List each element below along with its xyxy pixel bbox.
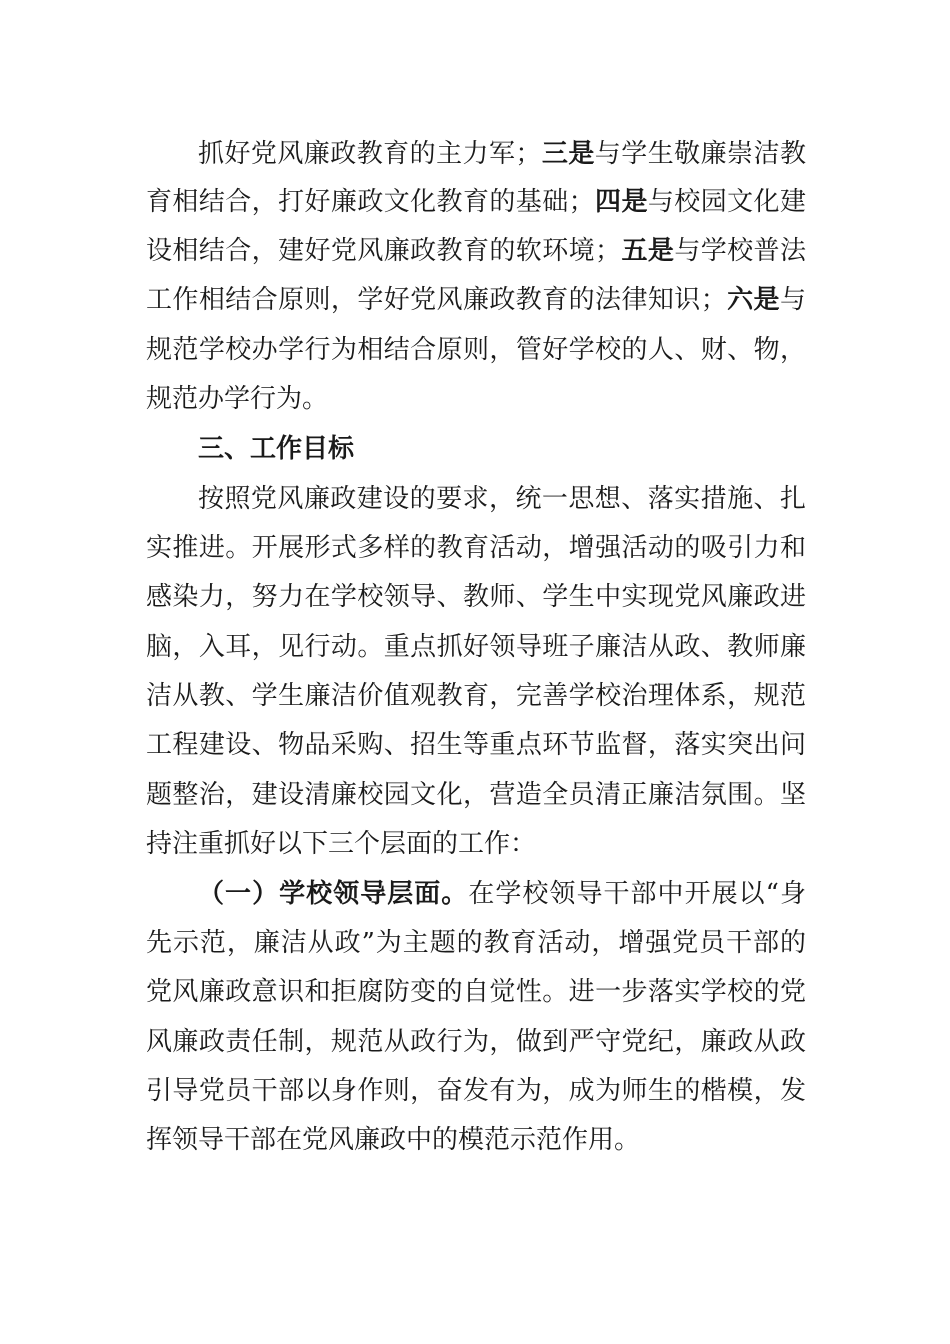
text-run: 育相结合，打好廉政文化教育的基础； xyxy=(146,187,595,217)
text-line: 题整治，建设清廉校园文化，营造全员清正廉洁氛围。坚 xyxy=(146,780,806,810)
text-line: 规范学校办学行为相结合原则，管好学校的人、财、物， xyxy=(146,335,806,365)
text-run: 与校园文化建 xyxy=(647,187,806,217)
text-line xyxy=(198,874,806,914)
text-run: 与学校普法 xyxy=(674,236,806,266)
text-line: 风廉政责任制，规范从政行为，做到严守党纪，廉政从政 xyxy=(146,1027,806,1057)
text-line: 脑，入耳，见行动。重点抓好领导班子廉洁从政、教师廉 xyxy=(146,632,806,662)
text-line: 引导党员干部以身作则，奋发有为，成为师生的楷模，发 xyxy=(146,1076,806,1106)
text-run: 抓好党风廉政教育的主力军； xyxy=(198,139,542,169)
text-run: 与学生敬廉崇洁教 xyxy=(594,139,806,169)
text-line: 规范办学行为。 xyxy=(146,384,329,414)
text-run: 在学校领导干部中开展以“身 xyxy=(468,879,806,909)
text-line xyxy=(146,280,806,320)
bold-run: 四是 xyxy=(594,187,648,217)
text-run: 与 xyxy=(779,285,806,315)
text-line: 先示范，廉洁从政”为主题的教育活动，增强党员干部的 xyxy=(146,928,806,958)
bold-run: （一）学校领导层面。 xyxy=(198,879,469,909)
text-run: 工作相结合原则，学好党风廉政教育的法律知识； xyxy=(146,285,727,315)
text-line: 实推进。开展形式多样的教育活动，增强活动的吸引力和 xyxy=(146,533,806,563)
text-line xyxy=(198,134,806,174)
text-line xyxy=(146,182,806,222)
text-line: 持注重抓好以下三个层面的工作： xyxy=(146,829,537,859)
text-line: 挥领导干部在党风廉政中的模范示范作用。 xyxy=(146,1125,641,1155)
bold-run: 三是 xyxy=(541,139,595,169)
text-line xyxy=(146,231,806,271)
text-line: 感染力，努力在学校领导、教师、学生中实现党风廉政进 xyxy=(146,582,806,612)
text-line: 按照党风廉政建设的要求，统一思想、落实措施、扎 xyxy=(198,484,806,514)
text-line: 洁从教、学生廉洁价值观教育，完善学校治理体系，规范 xyxy=(146,681,806,711)
bold-run: 五是 xyxy=(621,236,675,266)
text-line: 党风廉政意识和拒腐防变的自觉性。进一步落实学校的党 xyxy=(146,977,806,1007)
text-run: 设相结合，建好党风廉政教育的软环境； xyxy=(146,236,622,266)
section-heading: 三、工作目标 xyxy=(198,434,355,464)
text-line: 工程建设、物品采购、招生等重点环节监督，落实突出问 xyxy=(146,730,806,760)
bold-run: 六是 xyxy=(726,285,780,315)
